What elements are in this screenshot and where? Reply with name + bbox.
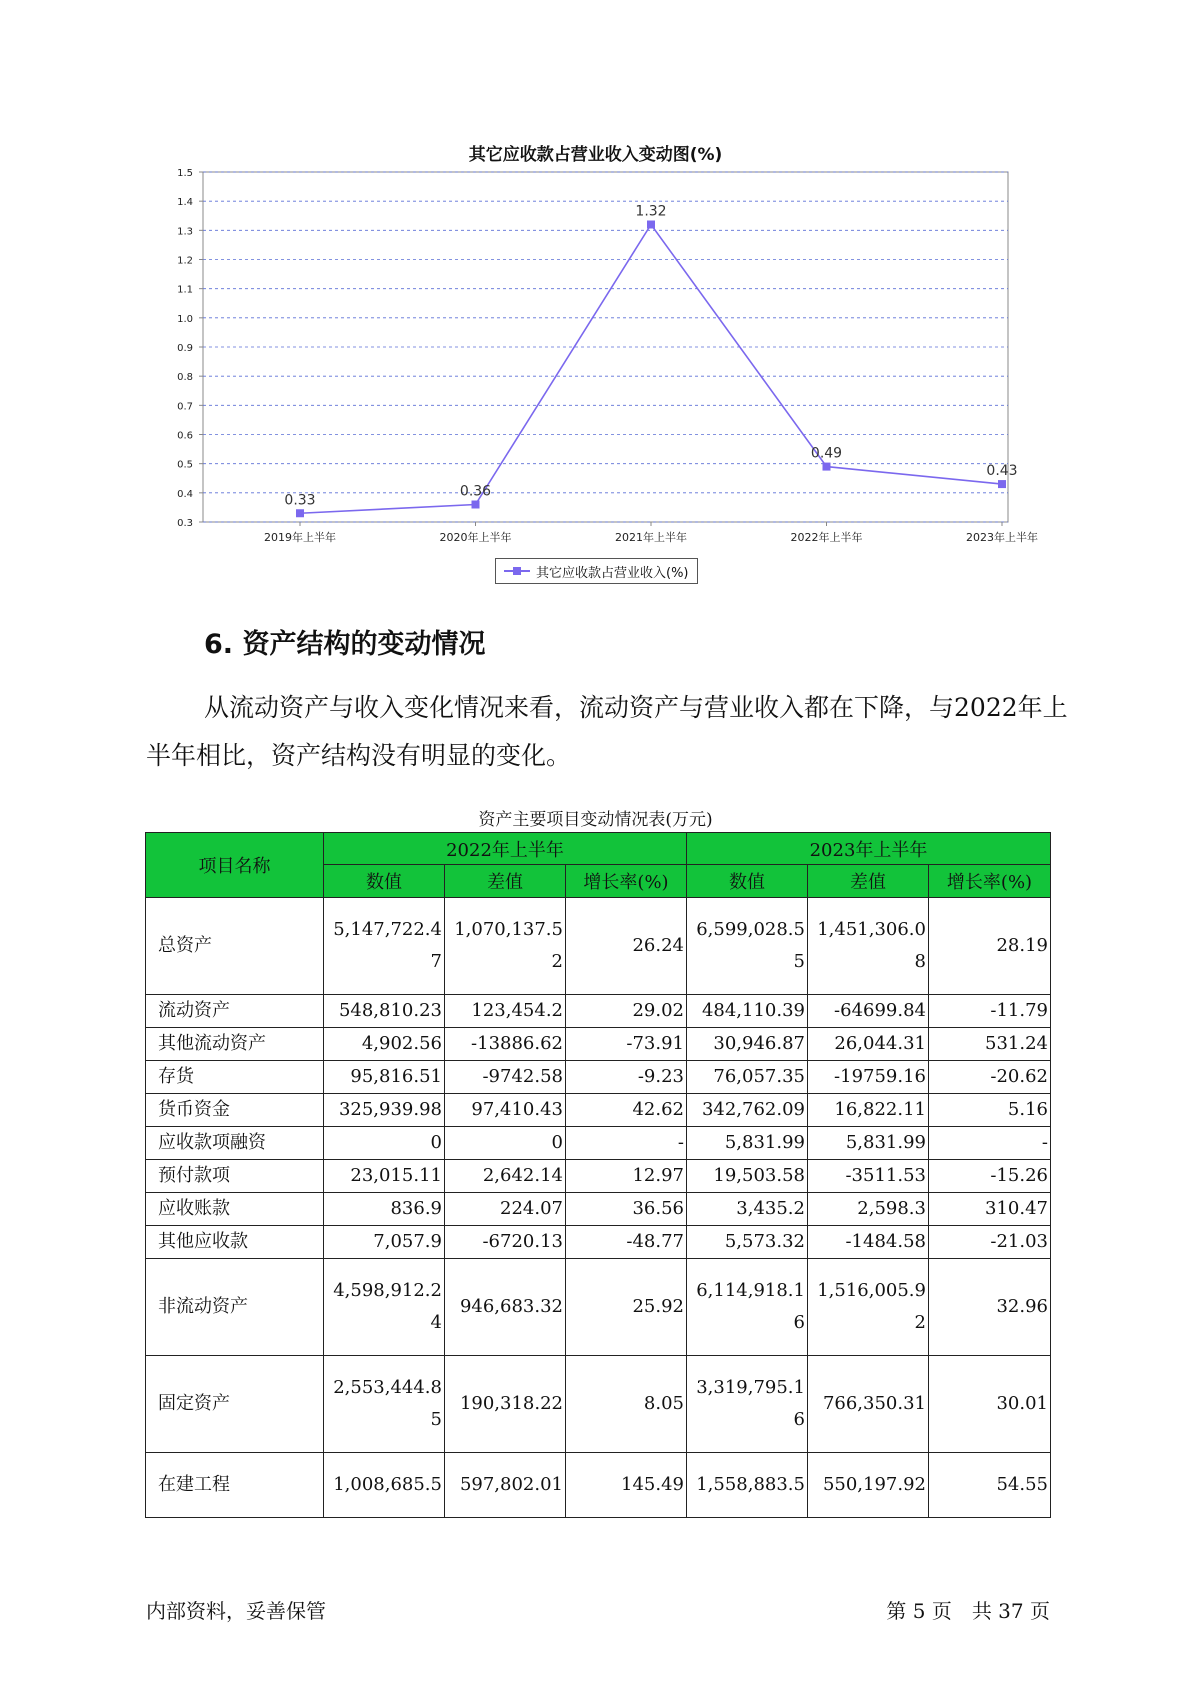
cell-value-2023: 6,114,918.16 — [687, 1259, 808, 1356]
cell-diff-2022: 224.07 — [445, 1193, 566, 1226]
cell-value-2023: 6,599,028.55 — [687, 898, 808, 995]
cell-value-2022: 23,015.11 — [324, 1160, 445, 1193]
cell-value-2023: 1,558,883.5 — [687, 1453, 808, 1518]
y-tick-label: 0.7 — [177, 401, 193, 413]
cell-rate-2023: -20.62 — [929, 1061, 1051, 1094]
header-value-2023: 数值 — [687, 865, 808, 898]
cell-diff-2023: -3511.53 — [808, 1160, 929, 1193]
row-name: 货币资金 — [146, 1094, 324, 1127]
cell-rate-2023: 30.01 — [929, 1356, 1051, 1453]
table-row — [146, 1028, 1051, 1061]
cell-rate-2023: 310.47 — [929, 1193, 1051, 1226]
cell-value-2022: 325,939.98 — [324, 1094, 445, 1127]
row-name: 在建工程 — [146, 1453, 324, 1518]
cell-rate-2022: 8.05 — [566, 1356, 687, 1453]
assets-table — [145, 832, 1051, 1518]
header-period-2023: 2023年上半年 — [687, 833, 1051, 865]
table-row — [146, 1193, 1051, 1226]
line-chart — [0, 0, 1191, 560]
cell-value-2022: 548,810.23 — [324, 995, 445, 1028]
table-row — [146, 1061, 1051, 1094]
y-tick-label: 1.5 — [177, 168, 193, 179]
cell-rate-2022: 26.24 — [566, 898, 687, 995]
row-name: 存货 — [146, 1061, 324, 1094]
cell-diff-2023: 26,044.31 — [808, 1028, 929, 1061]
cell-diff-2023: 5,831.99 — [808, 1127, 929, 1160]
row-name: 应收账款 — [146, 1193, 324, 1226]
header-rate-2022: 增长率(%) — [566, 865, 687, 898]
cell-value-2023: 5,573.32 — [687, 1226, 808, 1259]
cell-value-2022: 2,553,444.85 — [324, 1356, 445, 1453]
table-row — [146, 1226, 1051, 1259]
row-name: 固定资产 — [146, 1356, 324, 1453]
table-row — [146, 1356, 1051, 1453]
cell-value-2023: 484,110.39 — [687, 995, 808, 1028]
cell-rate-2023: -11.79 — [929, 995, 1051, 1028]
cell-diff-2023: -64699.84 — [808, 995, 929, 1028]
cell-rate-2023: 5.16 — [929, 1094, 1051, 1127]
cell-rate-2022: 12.97 — [566, 1160, 687, 1193]
cell-diff-2022: 946,683.32 — [445, 1259, 566, 1356]
data-point-marker — [998, 480, 1006, 488]
cell-value-2022: 7,057.9 — [324, 1226, 445, 1259]
y-tick-label: 0.6 — [177, 430, 193, 442]
cell-diff-2022: -6720.13 — [445, 1226, 566, 1259]
cell-value-2022: 4,598,912.24 — [324, 1259, 445, 1356]
cell-value-2023: 76,057.35 — [687, 1061, 808, 1094]
y-tick-label: 0.5 — [177, 459, 193, 471]
data-point-marker — [647, 221, 655, 229]
data-point-marker — [296, 509, 304, 517]
x-tick-label: 2022年上半年 — [790, 531, 863, 544]
cell-rate-2022: 36.56 — [566, 1193, 687, 1226]
header-diff-2023: 差值 — [808, 865, 929, 898]
y-tick-label: 1.2 — [177, 255, 193, 267]
cell-diff-2022: 597,802.01 — [445, 1453, 566, 1518]
cell-diff-2022: -13886.62 — [445, 1028, 566, 1061]
cell-diff-2023: 2,598.3 — [808, 1193, 929, 1226]
cell-value-2022: 1,008,685.5 — [324, 1453, 445, 1518]
y-tick-label: 1.1 — [177, 284, 193, 296]
cell-rate-2022: 29.02 — [566, 995, 687, 1028]
cell-rate-2022: -48.77 — [566, 1226, 687, 1259]
data-label: 0.33 — [284, 492, 316, 509]
y-tick-label: 0.4 — [177, 488, 193, 500]
cell-value-2023: 3,319,795.16 — [687, 1356, 808, 1453]
x-tick-label: 2019年上半年 — [264, 531, 336, 544]
y-tick-label: 0.3 — [177, 518, 193, 529]
cell-rate-2022: - — [566, 1127, 687, 1160]
footer-page-number: 第 5 页 共 37 页 — [886, 1599, 1050, 1623]
data-label: 0.49 — [810, 445, 843, 462]
cell-value-2023: 5,831.99 — [687, 1127, 808, 1160]
cell-value-2022: 4,902.56 — [324, 1028, 445, 1061]
cell-rate-2023: -15.26 — [929, 1160, 1051, 1193]
cell-value-2022: 836.9 — [324, 1193, 445, 1226]
row-name: 其他应收款 — [146, 1226, 324, 1259]
table-row — [146, 1259, 1051, 1356]
chart-title: 其它应收款占营业收入变动图(%) — [468, 145, 723, 165]
legend-label: 其它应收款占营业收入(%) — [536, 565, 689, 581]
data-point-marker — [823, 463, 831, 471]
legend-marker-icon — [504, 565, 530, 577]
cell-rate-2022: -73.91 — [566, 1028, 687, 1061]
header-item-name: 项目名称 — [146, 833, 324, 898]
cell-rate-2023: 54.55 — [929, 1453, 1051, 1518]
cell-diff-2022: 1,070,137.52 — [445, 898, 566, 995]
cell-rate-2023: 531.24 — [929, 1028, 1051, 1061]
header-rate-2023: 增长率(%) — [929, 865, 1051, 898]
cell-rate-2022: -9.23 — [566, 1061, 687, 1094]
cell-diff-2023: -1484.58 — [808, 1226, 929, 1259]
row-name: 非流动资产 — [146, 1259, 324, 1356]
cell-diff-2022: 190,318.22 — [445, 1356, 566, 1453]
x-tick-label: 2023年上半年 — [966, 531, 1038, 544]
section-paragraph — [146, 684, 1076, 780]
cell-diff-2023: -19759.16 — [808, 1061, 929, 1094]
cell-value-2023: 19,503.58 — [687, 1160, 808, 1193]
cell-diff-2022: 2,642.14 — [445, 1160, 566, 1193]
row-name: 其他流动资产 — [146, 1028, 324, 1061]
y-tick-label: 1.4 — [177, 197, 193, 209]
series-line — [300, 225, 1002, 514]
data-point-marker — [472, 501, 480, 509]
cell-diff-2023: 1,451,306.08 — [808, 898, 929, 995]
cell-diff-2022: 0 — [445, 1127, 566, 1160]
cell-diff-2023: 766,350.31 — [808, 1356, 929, 1453]
y-tick-label: 0.8 — [177, 372, 193, 384]
table-row — [146, 1453, 1051, 1518]
data-label: 1.32 — [635, 203, 667, 220]
table-row — [146, 1160, 1051, 1193]
y-tick-label: 1.0 — [177, 313, 193, 325]
row-name: 应收款项融资 — [146, 1127, 324, 1160]
table-row — [146, 995, 1051, 1028]
cell-diff-2023: 550,197.92 — [808, 1453, 929, 1518]
cell-rate-2022: 25.92 — [566, 1259, 687, 1356]
header-diff-2022: 差值 — [445, 865, 566, 898]
header-value-2022: 数值 — [324, 865, 445, 898]
row-name: 预付款项 — [146, 1160, 324, 1193]
section-heading: 6. 资产结构的变动情况 — [204, 629, 486, 660]
cell-value-2023: 30,946.87 — [687, 1028, 808, 1061]
cell-rate-2023: 28.19 — [929, 898, 1051, 995]
x-tick-label: 2021年上半年 — [615, 531, 687, 544]
table-row — [146, 1127, 1051, 1160]
cell-value-2022: 0 — [324, 1127, 445, 1160]
cell-rate-2022: 42.62 — [566, 1094, 687, 1127]
data-label: 0.43 — [986, 463, 1018, 480]
cell-value-2022: 5,147,722.47 — [324, 898, 445, 995]
header-period-2022: 2022年上半年 — [324, 833, 687, 865]
cell-rate-2023: -21.03 — [929, 1226, 1051, 1259]
cell-diff-2022: -9742.58 — [445, 1061, 566, 1094]
footer-confidential: 内部资料，妥善保管 — [146, 1599, 326, 1623]
table-row — [146, 1094, 1051, 1127]
chart-legend — [495, 558, 698, 584]
paragraph-text: 从流动资产与收入变化情况来看，流动资产与营业收入都在下降，与2022年上半年相比，资产结构没有明显的变化。 — [146, 693, 1068, 770]
cell-rate-2023: 32.96 — [929, 1259, 1051, 1356]
row-name: 流动资产 — [146, 995, 324, 1028]
table-row — [146, 898, 1051, 995]
cell-diff-2023: 16,822.11 — [808, 1094, 929, 1127]
y-tick-label: 0.9 — [177, 343, 193, 354]
cell-rate-2022: 145.49 — [566, 1453, 687, 1518]
table-caption: 资产主要项目变动情况表(万元) — [478, 810, 713, 830]
y-tick-label: 1.3 — [177, 226, 193, 238]
cell-diff-2022: 97,410.43 — [445, 1094, 566, 1127]
cell-value-2022: 95,816.51 — [324, 1061, 445, 1094]
cell-rate-2023: - — [929, 1127, 1051, 1160]
cell-diff-2023: 1,516,005.92 — [808, 1259, 929, 1356]
data-label: 0.36 — [459, 483, 492, 500]
row-name: 总资产 — [146, 898, 324, 995]
cell-diff-2022: 123,454.2 — [445, 995, 566, 1028]
cell-value-2023: 3,435.2 — [687, 1193, 808, 1226]
x-tick-label: 2020年上半年 — [439, 531, 512, 544]
cell-value-2023: 342,762.09 — [687, 1094, 808, 1127]
